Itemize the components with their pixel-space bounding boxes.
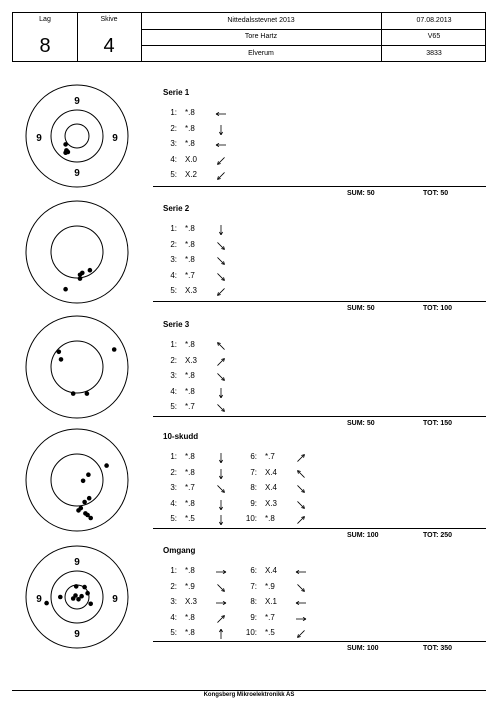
- shot-number: 4:: [170, 154, 177, 164]
- lag-value: 8: [39, 35, 51, 57]
- shot-row: [243, 499, 323, 511]
- direction-arrow-icon: [215, 156, 227, 168]
- shot-value: *.8: [185, 612, 195, 622]
- direction-arrow-icon: [215, 225, 227, 237]
- direction-arrow-icon: [295, 453, 307, 465]
- shot-row: [243, 613, 323, 625]
- series-sum: SUM: 100: [347, 645, 379, 652]
- direction-arrow-icon: [215, 583, 227, 595]
- hit-mark: [82, 585, 87, 590]
- shot-value: *.9: [185, 581, 195, 591]
- shot-value: *.9: [265, 581, 275, 591]
- shooter-class: V65: [427, 33, 441, 40]
- shot-value: X.4: [265, 467, 278, 477]
- hit-mark: [85, 391, 90, 396]
- shot-value: X.4: [265, 566, 278, 575]
- series-total: TOT: 250: [423, 532, 453, 539]
- direction-arrow-icon: [295, 515, 307, 527]
- shot-row: [163, 170, 243, 182]
- shot-row: [163, 452, 243, 464]
- target-ring-label: 9: [36, 594, 42, 605]
- target-ring-label: 9: [112, 594, 118, 605]
- shot-value: X.3: [185, 286, 198, 295]
- shot-value: *.8: [185, 566, 195, 575]
- hit-mark: [71, 391, 76, 396]
- direction-arrow-icon: [215, 109, 227, 121]
- direction-arrow-icon: [215, 125, 227, 137]
- shot-value: *.5: [265, 628, 275, 637]
- shot-value: *.8: [185, 255, 195, 264]
- shot-value: *.7: [185, 402, 195, 411]
- shot-value: *.5: [185, 514, 195, 523]
- target-inner-ring: [51, 226, 103, 278]
- target-4: [25, 428, 129, 532]
- series-divider: [153, 416, 486, 417]
- shot-row: [243, 566, 323, 578]
- shot-number: 8:: [250, 597, 257, 606]
- direction-arrow-icon: [215, 453, 227, 465]
- shot-number: 5:: [170, 628, 177, 637]
- series-divider: [153, 528, 486, 529]
- shot-value: X.4: [265, 483, 278, 492]
- skive-label: Skive: [100, 16, 118, 23]
- target-ring-label: 9: [74, 557, 80, 568]
- shooter-name: Tore Hartz: [244, 33, 278, 40]
- shot-row: [163, 108, 243, 120]
- series-divider: [153, 186, 486, 187]
- direction-arrow-icon: [295, 598, 307, 610]
- shot-row: [163, 356, 243, 368]
- shot-row: [163, 340, 243, 352]
- shot-row: [243, 468, 323, 480]
- hit-mark: [78, 276, 83, 281]
- shot-number: 5:: [170, 402, 177, 411]
- shot-number: 10:: [245, 514, 257, 523]
- direction-arrow-icon: [295, 629, 307, 641]
- shot-value: *.8: [185, 123, 195, 133]
- shot-number: 9:: [250, 498, 257, 508]
- shot-row: [163, 499, 243, 511]
- skive-cell: [77, 13, 141, 63]
- shot-number: 1:: [170, 452, 177, 461]
- skive-value: 4: [103, 35, 115, 57]
- shot-row: [163, 286, 243, 298]
- hit-mark: [104, 463, 109, 468]
- shot-row: [163, 224, 243, 236]
- shot-value: X.0: [185, 154, 198, 164]
- shot-number: 2:: [170, 581, 177, 591]
- shot-value: *.8: [185, 628, 195, 637]
- shot-row: [243, 597, 323, 609]
- direction-arrow-icon: [215, 341, 227, 353]
- shot-value: *.7: [265, 452, 275, 461]
- shot-row: [163, 514, 243, 526]
- shot-value: *.7: [265, 612, 275, 622]
- target-5: [25, 545, 129, 649]
- hit-mark: [82, 500, 87, 505]
- hit-mark: [44, 601, 49, 606]
- hit-mark: [79, 594, 84, 599]
- series-title: Serie 1: [163, 88, 190, 97]
- target-ring-label: 9: [112, 133, 118, 144]
- direction-arrow-icon: [215, 515, 227, 527]
- target-inner-ring: [51, 110, 103, 162]
- shot-number: 6:: [250, 452, 257, 461]
- club-name: Elverum: [248, 50, 274, 57]
- series-title: Serie 2: [163, 204, 190, 213]
- shot-row: [163, 468, 243, 480]
- shot-number: 7:: [250, 467, 257, 477]
- series-sum: SUM: 100: [347, 532, 379, 539]
- shot-row: [163, 139, 243, 151]
- hit-mark: [87, 496, 92, 501]
- target-outer-ring: [26, 201, 128, 303]
- shot-row: [163, 597, 243, 609]
- shot-row: [163, 483, 243, 495]
- shot-row: [163, 387, 243, 399]
- direction-arrow-icon: [215, 567, 227, 579]
- target-outer-ring: [26, 429, 128, 531]
- shot-value: *.8: [265, 514, 275, 523]
- shot-number: 4:: [170, 498, 177, 508]
- shot-row: [243, 483, 323, 495]
- target-ring-label: 9: [74, 629, 80, 640]
- hit-mark: [63, 287, 68, 292]
- target-1: [25, 84, 129, 188]
- lag-cell: [13, 13, 77, 63]
- series-divider: [153, 641, 486, 642]
- direction-arrow-icon: [215, 614, 227, 626]
- shot-row: [163, 155, 243, 167]
- shot-row: [243, 452, 323, 464]
- series-sum: SUM: 50: [347, 420, 375, 427]
- shot-number: 3:: [170, 483, 177, 492]
- shot-row: [163, 255, 243, 267]
- shot-number: 2:: [170, 467, 177, 477]
- hit-mark: [88, 602, 93, 607]
- shot-value: X.3: [185, 355, 198, 365]
- direction-arrow-icon: [215, 272, 227, 284]
- shot-value: *.7: [185, 270, 195, 280]
- direction-arrow-icon: [295, 583, 307, 595]
- shot-value: *.8: [185, 498, 195, 508]
- target-ring-label: 9: [74, 168, 80, 179]
- hit-mark: [86, 472, 91, 477]
- target-inner-ring: [51, 341, 103, 393]
- shot-value: *.8: [185, 371, 195, 380]
- shot-number: 2:: [170, 355, 177, 365]
- direction-arrow-icon: [215, 256, 227, 268]
- target-outer-ring: [26, 316, 128, 418]
- series-title: 10-skudd: [163, 432, 199, 441]
- hit-mark: [63, 142, 68, 147]
- target-2: [25, 200, 129, 304]
- series-title: Serie 3: [163, 320, 190, 329]
- series-total: TOT: 100: [423, 305, 453, 312]
- shot-number: 5:: [170, 170, 177, 179]
- series-sum: SUM: 50: [347, 190, 375, 197]
- hit-mark: [80, 271, 85, 276]
- shot-value: X.3: [185, 597, 198, 606]
- hit-mark: [88, 516, 93, 521]
- hit-mark: [58, 595, 63, 600]
- shot-value: X.2: [185, 170, 198, 179]
- shot-row: [163, 628, 243, 640]
- shot-number: 3:: [170, 371, 177, 380]
- event-date: 07.08.2013: [416, 17, 452, 24]
- shot-row: [163, 582, 243, 594]
- header-table: [12, 12, 486, 62]
- series-divider: [153, 301, 486, 302]
- direction-arrow-icon: [215, 357, 227, 369]
- shot-number: 10:: [245, 628, 257, 637]
- shot-value: *.8: [185, 224, 195, 233]
- series-title: Omgang: [163, 546, 196, 555]
- shot-number: 1:: [170, 340, 177, 349]
- lag-label: Lag: [39, 16, 51, 23]
- shot-value: *.8: [185, 340, 195, 349]
- direction-arrow-icon: [215, 287, 227, 299]
- shot-number: 1:: [170, 224, 177, 233]
- direction-arrow-icon: [295, 567, 307, 579]
- hit-mark: [112, 347, 117, 352]
- series-sum: SUM: 50: [347, 305, 375, 312]
- direction-arrow-icon: [215, 469, 227, 481]
- shooter-id: 3833: [426, 50, 442, 57]
- direction-arrow-icon: [215, 598, 227, 610]
- target-ring-label: 9: [36, 133, 42, 144]
- shot-row: [243, 628, 323, 640]
- direction-arrow-icon: [215, 388, 227, 400]
- series-total: TOT: 150: [423, 420, 453, 427]
- direction-arrow-icon: [295, 484, 307, 496]
- hit-mark: [85, 591, 90, 596]
- series-total: TOT: 50: [423, 190, 449, 197]
- shot-row: [163, 371, 243, 383]
- hit-mark: [71, 596, 76, 601]
- shot-number: 1:: [170, 108, 177, 117]
- shot-value: *.8: [185, 239, 195, 249]
- target-center-ring: [65, 124, 89, 148]
- direction-arrow-icon: [295, 614, 307, 626]
- shot-row: [163, 240, 243, 252]
- shot-number: 4:: [170, 612, 177, 622]
- shot-number: 3:: [170, 255, 177, 264]
- shot-value: *.8: [185, 467, 195, 477]
- direction-arrow-icon: [215, 500, 227, 512]
- shot-value: *.8: [185, 108, 195, 117]
- shot-number: 9:: [250, 612, 257, 622]
- shot-row: [243, 514, 323, 526]
- direction-arrow-icon: [215, 171, 227, 183]
- shot-row: [163, 124, 243, 136]
- hit-mark: [76, 508, 81, 513]
- footer-text: Kongsberg Mikroelektronikk AS: [203, 692, 295, 698]
- direction-arrow-icon: [215, 140, 227, 152]
- shot-number: 7:: [250, 581, 257, 591]
- direction-arrow-icon: [215, 484, 227, 496]
- shot-number: 6:: [250, 566, 257, 575]
- shot-value: *.8: [185, 386, 195, 396]
- shot-value: *.8: [185, 139, 195, 148]
- shot-row: [163, 613, 243, 625]
- direction-arrow-icon: [295, 500, 307, 512]
- shot-row: [163, 402, 243, 414]
- shot-number: 2:: [170, 123, 177, 133]
- shot-value: *.7: [185, 483, 195, 492]
- shot-value: X.1: [265, 597, 278, 606]
- event-name: Nittedalsstevnet 2013: [227, 17, 295, 24]
- shot-number: 3:: [170, 139, 177, 148]
- shot-row: [243, 582, 323, 594]
- hit-mark: [57, 350, 62, 355]
- shot-number: 5:: [170, 514, 177, 523]
- direction-arrow-icon: [215, 629, 227, 641]
- hit-mark: [81, 479, 86, 484]
- hit-mark: [88, 268, 93, 273]
- direction-arrow-icon: [215, 372, 227, 384]
- series-total: TOT: 350: [423, 645, 453, 652]
- shot-number: 3:: [170, 597, 177, 606]
- hit-mark: [83, 511, 88, 516]
- shot-number: 4:: [170, 270, 177, 280]
- shot-number: 8:: [250, 483, 257, 492]
- footer-divider: [12, 690, 486, 691]
- shot-number: 5:: [170, 286, 177, 295]
- shot-row: [163, 566, 243, 578]
- target-3: [25, 315, 129, 419]
- shot-number: 4:: [170, 386, 177, 396]
- shot-row: [163, 271, 243, 283]
- hit-mark: [74, 584, 79, 589]
- direction-arrow-icon: [215, 403, 227, 415]
- hit-mark: [59, 357, 64, 362]
- direction-arrow-icon: [215, 241, 227, 253]
- shot-value: X.3: [265, 498, 278, 508]
- shot-number: 1:: [170, 566, 177, 575]
- shot-number: 2:: [170, 239, 177, 249]
- target-inner-ring: [51, 454, 103, 506]
- direction-arrow-icon: [295, 469, 307, 481]
- hit-mark: [65, 149, 70, 154]
- target-ring-label: 9: [74, 96, 80, 107]
- shot-value: *.8: [185, 452, 195, 461]
